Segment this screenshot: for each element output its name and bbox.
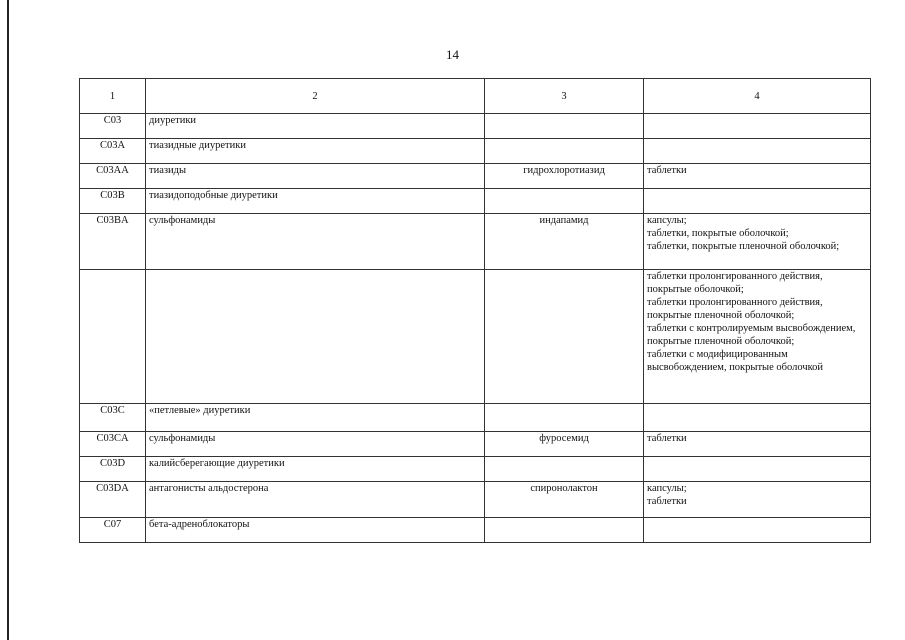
group-name-cell: тиазиды <box>146 164 485 189</box>
atc-code-cell: C03 <box>80 114 146 139</box>
atc-code-cell: C03AA <box>80 164 146 189</box>
header-cell-4: 4 <box>644 79 871 114</box>
inn-cell: гидрохлоротиазид <box>485 164 644 189</box>
table-row <box>80 482 871 518</box>
group-name-cell: сульфонамиды <box>146 432 485 457</box>
table-row <box>80 189 871 214</box>
inn-cell: фуросемид <box>485 432 644 457</box>
inn-cell: индапамид <box>485 214 644 270</box>
inn-cell <box>485 139 644 164</box>
atc-code-cell: C07 <box>80 518 146 543</box>
page-number: 14 <box>446 47 459 62</box>
inn-cell <box>485 270 644 404</box>
group-name-cell: тиазидные диуретики <box>146 139 485 164</box>
table-row <box>80 214 871 270</box>
table-row <box>80 164 871 189</box>
table-row <box>80 457 871 482</box>
inn-cell: спиронолактон <box>485 482 644 518</box>
dosage-forms-cell <box>644 457 871 482</box>
atc-code-cell: C03B <box>80 189 146 214</box>
inn-cell <box>485 114 644 139</box>
group-name-cell: сульфонамиды <box>146 214 485 270</box>
dosage-forms-cell <box>644 518 871 543</box>
atc-code-cell: C03D <box>80 457 146 482</box>
group-name-cell: антагонисты альдостерона <box>146 482 485 518</box>
atc-code-cell: C03C <box>80 404 146 432</box>
dosage-forms-cell: капсулы; таблетки, покрытые оболочкой; таблетки, покрытые пленочной оболочкой; <box>644 214 871 270</box>
atc-code-cell: C03CA <box>80 432 146 457</box>
inn-cell <box>485 518 644 543</box>
atc-code-cell: C03DA <box>80 482 146 518</box>
dosage-forms-cell: таблетки пролонгированного действия, покрытые оболочкой; таблетки пролонгированного действия, покрытые пленочной оболочкой; таблетки с контролируемым высвобождением, покрытые пленочной оболочкой; таблетки с модифицированным высвобождением, покрытые оболочкой <box>644 270 871 404</box>
table-row <box>80 518 871 543</box>
dosage-forms-cell <box>644 114 871 139</box>
dosage-forms-cell: таблетки <box>644 164 871 189</box>
header-cell-3: 3 <box>485 79 644 114</box>
atc-code-cell <box>80 270 146 404</box>
table-row <box>80 114 871 139</box>
atc-code-cell: C03A <box>80 139 146 164</box>
dosage-forms-cell: таблетки <box>644 432 871 457</box>
left-margin-line <box>7 0 9 640</box>
group-name-cell: тиазидоподобные диуретики <box>146 189 485 214</box>
inn-cell <box>485 404 644 432</box>
table-row <box>80 139 871 164</box>
dosage-forms-cell <box>644 189 871 214</box>
group-name-cell: калийсберегающие диуретики <box>146 457 485 482</box>
dosage-forms-cell <box>644 404 871 432</box>
atc-code-cell: C03BA <box>80 214 146 270</box>
group-name-cell: диуретики <box>146 114 485 139</box>
group-name-cell <box>146 270 485 404</box>
inn-cell <box>485 189 644 214</box>
medication-table <box>79 78 871 543</box>
table-header-row <box>80 79 871 114</box>
table-row <box>80 404 871 432</box>
header-cell-2: 2 <box>146 79 485 114</box>
dosage-forms-cell: капсулы; таблетки <box>644 482 871 518</box>
group-name-cell: бета-адреноблокаторы <box>146 518 485 543</box>
table-row <box>80 432 871 457</box>
table-row <box>80 270 871 404</box>
header-cell-1: 1 <box>80 79 146 114</box>
dosage-forms-cell <box>644 139 871 164</box>
inn-cell <box>485 457 644 482</box>
group-name-cell: «петлевые» диуретики <box>146 404 485 432</box>
